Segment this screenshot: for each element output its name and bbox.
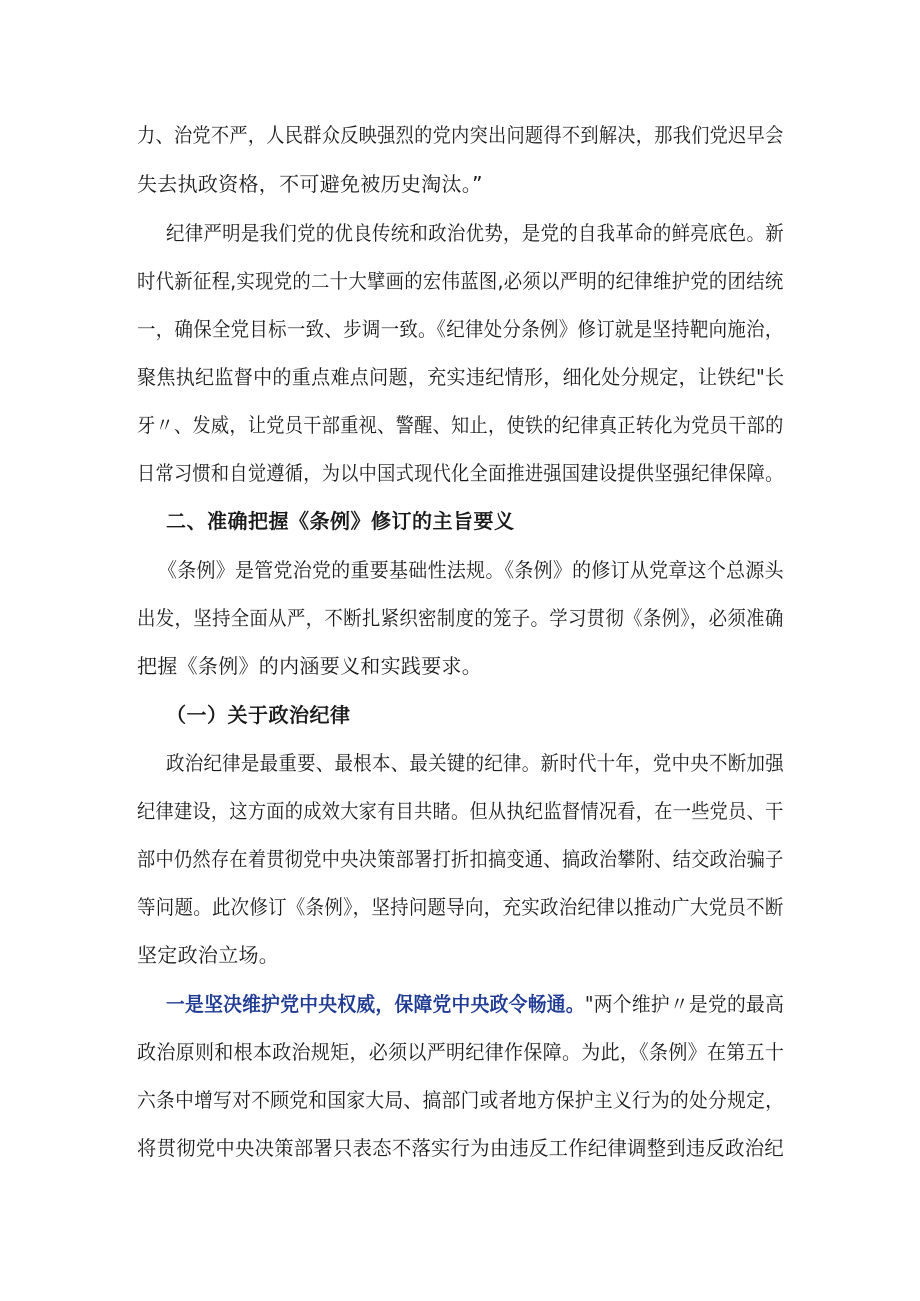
text-line: 六条中增写对不顾党和国家大局、搞部门或者地方保护主义行为的处分规定，: [137, 1088, 785, 1112]
text-line: 部中仍然存在着贯彻党中央决策部署打折扣搞变通、搞政治攀附、结交政治骗子: [137, 847, 784, 871]
text-line: 把握《条例》的内涵要义和实践要求。: [137, 654, 483, 678]
text-line: 政治原则和根本政治规矩，必须以严明纪律作保障。为此，《条例》在第五十: [137, 1040, 785, 1064]
text-line: 聚焦执纪监督中的重点难点问题，充实违纪情形，细化处分规定，让铁纪"长: [137, 365, 785, 389]
text-line: 出发，坚持全面从严，不断扎紧织密制度的笼子。学习贯彻《条例》，必须准确: [137, 606, 784, 630]
subsection-heading: （一）关于政治纪律: [166, 703, 351, 727]
text-line: 牙〃、发威，让党员干部重视、警醒、知止，使铁的纪律真正转化为党员干部的: [137, 413, 784, 437]
text-line: 日常习惯和自觉遵循，为以中国式现代化全面推进强国建设提供坚强纪律保障。: [137, 461, 784, 485]
text-line: 等问题。此次修订《条例》，坚持问题导向，充实政治纪律以推动广大党员不断: [137, 895, 784, 919]
emphasis-text: 一是坚决维护党中央权威，保障党中央政令畅通。: [166, 992, 585, 1016]
emphasis-line: [166, 990, 784, 1018]
paragraph-first-line: 政治纪律是最重要、最根本、最关键的纪律。新时代十年，党中央不断加强: [166, 751, 784, 775]
text-line: 纪律建设，这方面的成效大家有目共睹。但从执纪监督情况看，在一些党员、干: [137, 799, 784, 823]
text-line: 时代新征程,实现党的二十大擘画的宏伟蓝图,必须以严明的纪律维护党的团结统: [137, 269, 784, 293]
paragraph-first-line: 《条例》是管党治党的重要基础性法规。《条例》的修订从党章这个总源头: [158, 558, 784, 582]
text-run: "两个维护〃是党的最高: [584, 992, 785, 1016]
text-line: 一，确保全党目标一致、步调一致。《纪律处分条例》修订就是坚持靶向施治，: [137, 317, 784, 341]
text-line: 坚定政治立场。: [137, 943, 280, 967]
section-heading: 二、准确把握《条例》修订的主旨要义: [166, 509, 515, 533]
text-line: 力、治党不严，人民群众反映强烈的党内突出问题得不到解决，那我们党迟早会: [137, 123, 784, 147]
text-line: 失去执政资格，不可避免被历史淘汰。”: [137, 172, 483, 196]
text-line: 将贯彻党中央决策部署只表态不落实行为由违反工作纪律调整到违反政治纪: [137, 1136, 784, 1160]
paragraph-first-line: 纪律严明是我们党的优良传统和政治优势，是党的自我革命的鲜亮底色。新: [166, 221, 784, 245]
